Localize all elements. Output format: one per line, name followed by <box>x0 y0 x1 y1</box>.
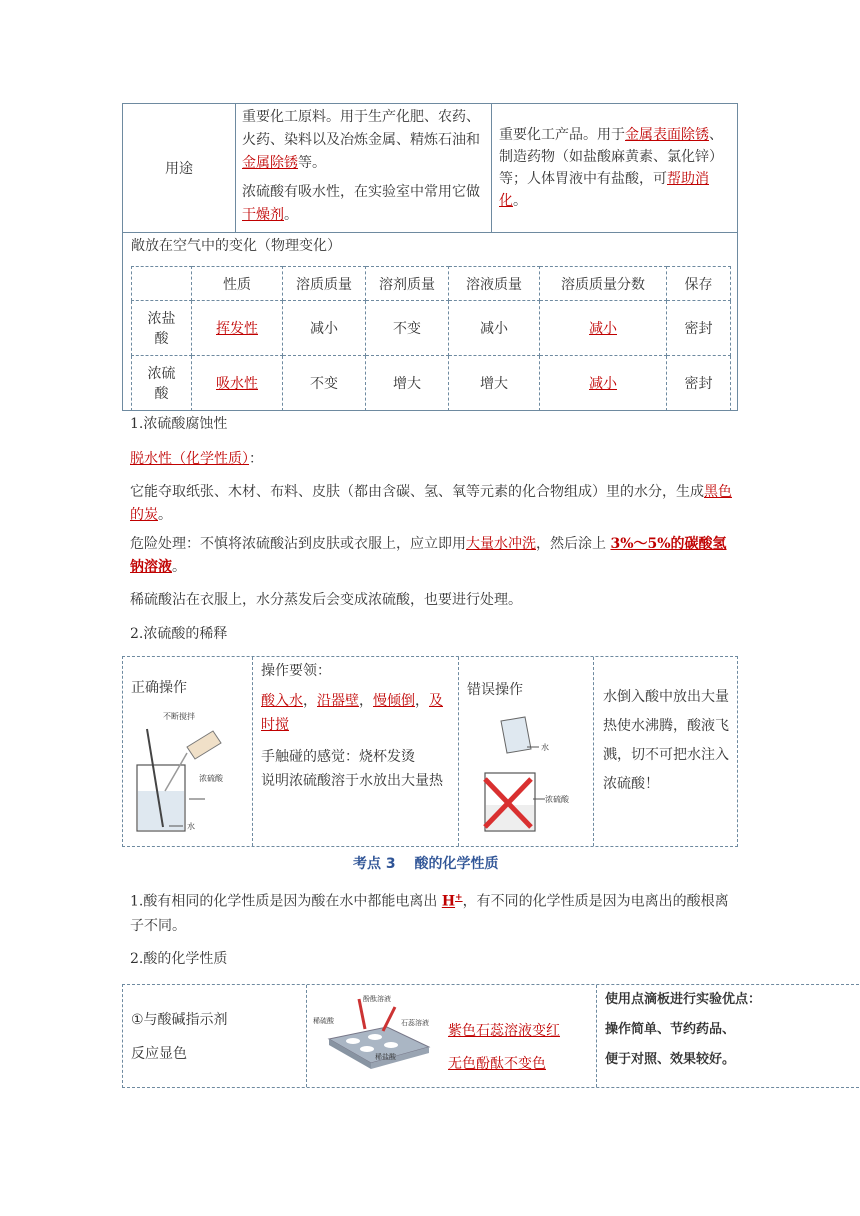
text: 1.酸有相同的化学性质是因为酸在水中都能电离出 <box>130 893 442 910</box>
divider <box>593 657 594 846</box>
hcl-use-cell <box>493 104 737 232</box>
highlight: H <box>441 893 456 910</box>
advantages <box>605 985 761 1075</box>
wrong-label: 错误操作 <box>467 682 523 698</box>
text: ，有不同的化学性质是因为电离出的酸根离子不同。 <box>130 893 729 934</box>
highlight: 黑色的炭 <box>130 484 732 523</box>
hcl-use-para <box>499 124 731 212</box>
row-name-line: 酸 <box>154 386 169 402</box>
table-row <box>132 356 731 411</box>
header-cell: 溶液质量 <box>449 267 540 301</box>
section-title: 考点 3 酸的化学性质 <box>353 856 499 872</box>
wrong-dilution-figure <box>467 709 587 839</box>
label-dilute-hcl: 稀盐酸 <box>375 1053 396 1061</box>
text: 。 <box>284 207 298 223</box>
corrosion-para1 <box>130 481 736 527</box>
highlight: 沿器壁 <box>317 693 359 709</box>
text: 它能夺取纸张、木材、布料、皮肤（都由含碳、氢、氧等元素的化合物组成）里的水分，生成 <box>130 484 704 500</box>
warning-text: 水倒入酸中放出大量热使水沸腾，酸液飞溅，切不可把水注入浓硫酸！ <box>603 689 729 792</box>
cell: 减小 <box>283 301 366 356</box>
header-cell: 性质 <box>192 267 283 301</box>
text: 、制造药物（如盐酸麻黄素、氯化锌）等；人体胃液中有盐酸，可 <box>499 127 723 187</box>
highlight: 脱水性（化学性质） <box>130 451 249 467</box>
indicator-box <box>122 984 859 1088</box>
label-stir: 不断搅拌 <box>163 712 195 721</box>
highlight: 干燥剂 <box>242 207 284 223</box>
row-name-line: 酸 <box>154 331 169 347</box>
row-name <box>132 301 192 356</box>
key-points <box>261 659 453 793</box>
cell <box>540 301 667 356</box>
label-acid: 浓硫酸 <box>199 774 223 783</box>
row-name <box>132 356 192 411</box>
indicator-results <box>448 1015 560 1081</box>
label-line: ①与酸碱指示剂 <box>131 1012 228 1028</box>
cell <box>192 301 283 356</box>
cell: 不变 <box>283 356 366 411</box>
text: 。 <box>172 559 186 575</box>
cell: 密封 <box>667 356 731 411</box>
explain-text: 说明浓硫酸溶于水放出大量热 <box>261 773 443 789</box>
dilution-box <box>122 656 738 847</box>
highlight: 及时搅 <box>261 693 443 733</box>
text: 危险处理：不慎将浓硫酸沾到皮肤或衣服上，应立即用 <box>130 536 466 552</box>
divider <box>252 657 253 846</box>
correct-label: 正确操作 <box>131 680 187 696</box>
cell: 增大 <box>449 356 540 411</box>
highlight: 吸水性 <box>216 376 258 392</box>
dilution-heading: 2.浓硫酸的稀释 <box>130 626 228 642</box>
highlight: 大量水冲洗 <box>466 536 536 552</box>
touch-text: 手触碰的感觉：烧杯发烫 <box>261 749 415 765</box>
text: ， <box>359 693 373 709</box>
section3-para2: 2.酸的化学性质 <box>130 951 228 967</box>
header-cell: 保存 <box>667 267 731 301</box>
cell <box>540 356 667 411</box>
cell: 减小 <box>449 301 540 356</box>
text: ， <box>415 693 429 709</box>
text: 等。 <box>298 155 326 171</box>
use-label-text: 用途 <box>165 161 193 177</box>
cell: 不变 <box>366 301 449 356</box>
text: 重要化工原料。用于生产化肥、农药、火药、染料以及冶炼金属、精炼石油和 <box>242 109 480 148</box>
corrosion-heading: 1.浓硫酸腐蚀性 <box>130 416 228 432</box>
table-row <box>132 301 731 356</box>
header-cell: 溶质质量分数 <box>540 267 667 301</box>
label-phenol: 酚酞溶液 <box>363 995 391 1003</box>
highlight: 减小 <box>589 321 617 337</box>
table-header-row <box>132 267 731 301</box>
h2so4-use-para1 <box>242 106 485 175</box>
adv-line: 便于对照、效果较好。 <box>605 1052 736 1067</box>
header-cell: 溶剂质量 <box>366 267 449 301</box>
divider <box>458 657 459 846</box>
row-name-line: 浓盐 <box>147 311 176 327</box>
cell: 增大 <box>366 356 449 411</box>
result-line: 紫色石蕊溶液变红 <box>448 1023 560 1039</box>
cell: 密封 <box>667 301 731 356</box>
text: 。 <box>513 193 527 209</box>
indicator-label <box>131 1003 228 1071</box>
points-list <box>261 689 453 737</box>
section3-para1 <box>130 886 736 938</box>
text: ， <box>303 693 317 709</box>
adv-line: 操作简单、节约药品、 <box>605 1022 736 1037</box>
use-table <box>122 103 738 411</box>
h2so4-use-para2 <box>242 181 485 227</box>
divider <box>306 985 307 1087</box>
highlight: 减小 <box>589 376 617 392</box>
corrosion-para3: 稀硫酸沾在衣服上，水分蒸发后会变成浓硫酸，也要进行处理。 <box>130 592 522 608</box>
text: 重要化工产品。用于 <box>499 127 625 143</box>
adv-title: 使用点滴板进行实验优点： <box>605 992 762 1007</box>
text: 浓硫酸有吸水性，在实验室中常用它做 <box>242 184 480 200</box>
header-cell: 溶质质量 <box>283 267 366 301</box>
corrosion-para2 <box>130 533 736 579</box>
label-water: 水 <box>187 822 195 831</box>
highlight: 3%～5%的碳酸氢钠溶液 <box>130 536 727 575</box>
highlight: 慢倾倒 <box>373 693 415 709</box>
highlight: 帮助消化 <box>499 171 709 209</box>
dehydration-line <box>130 448 263 468</box>
use-label <box>123 104 236 232</box>
exposure-title: 敞放在空气中的变化（物理变化） <box>131 238 341 254</box>
use-row <box>123 104 737 233</box>
correct-dilution-figure <box>129 709 247 839</box>
cell <box>192 356 283 411</box>
row-name-line: 浓硫 <box>147 366 176 382</box>
spot-plate-figure <box>309 989 444 1069</box>
label-line: 反应显色 <box>131 1046 187 1062</box>
result-line: 无色酚酞不变色 <box>448 1056 546 1072</box>
superscript: + <box>455 893 463 903</box>
label-water: 水 <box>541 743 549 752</box>
text: ，然后涂上 <box>536 536 611 552</box>
divider <box>596 985 597 1087</box>
highlight: 金属除锈 <box>242 155 298 171</box>
label-litmus: 石蕊溶液 <box>401 1019 429 1027</box>
exposure-table <box>131 266 731 411</box>
text: ： <box>249 451 263 467</box>
h2so4-use-cell <box>236 104 492 232</box>
text: 。 <box>158 507 172 523</box>
highlight: 挥发性 <box>216 321 258 337</box>
label-dilute-h2so4: 稀硫酸 <box>313 1017 334 1025</box>
points-title: 操作要领： <box>261 663 331 679</box>
empty-cell <box>132 267 192 301</box>
highlight: 金属表面除锈 <box>625 127 709 143</box>
label-acid: 浓硫酸 <box>545 795 569 804</box>
highlight: 酸入水 <box>261 693 303 709</box>
